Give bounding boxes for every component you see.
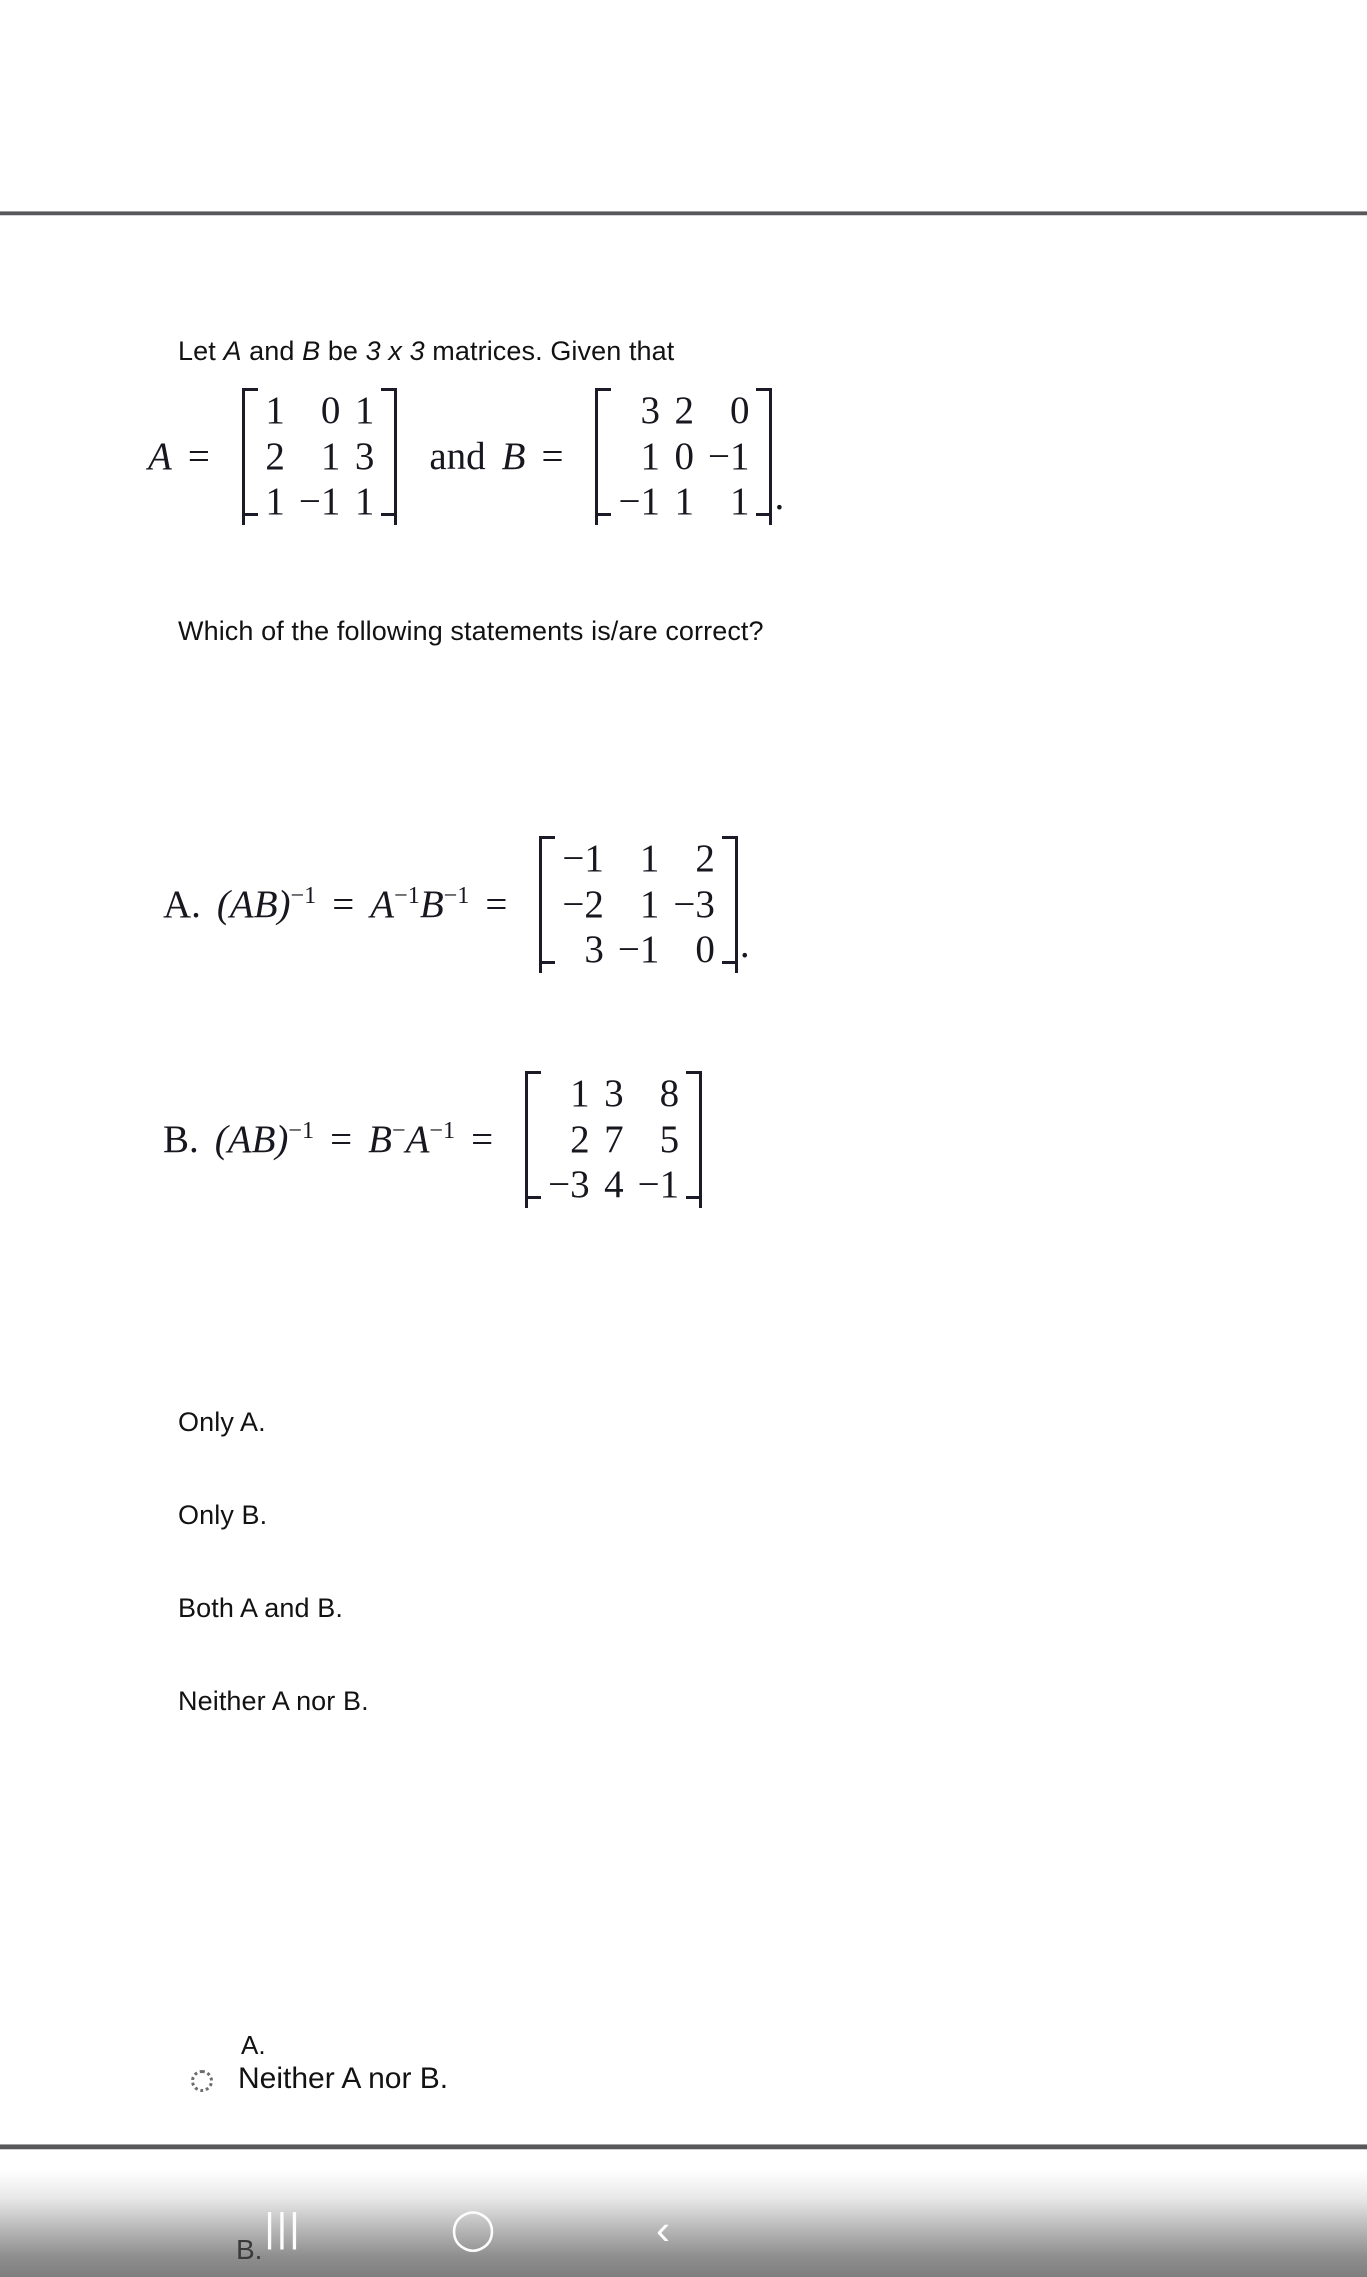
intro-text-1: Let	[178, 336, 224, 366]
cell: 1	[265, 389, 285, 432]
problem-intro	[178, 335, 674, 369]
intro-var-b: B	[302, 336, 321, 366]
cell: 0	[320, 389, 341, 432]
cell: 3	[640, 389, 660, 432]
cell: 1	[570, 1072, 590, 1115]
intro-dimension: 3 x 3	[365, 336, 425, 366]
matrix-b-equals: =	[541, 435, 564, 478]
option-neither-a-nor-b[interactable]: Neither A nor B.	[178, 1686, 369, 1716]
cell: 2	[265, 434, 285, 478]
cell: 3	[604, 1072, 624, 1115]
given-matrices-row	[148, 388, 784, 525]
matrix-a-right-bracket	[381, 388, 397, 525]
intro-text-2: and	[241, 336, 303, 366]
question-content-area	[0, 216, 1367, 2144]
cell: 0	[729, 389, 750, 432]
statement-b-matrix	[523, 1071, 704, 1208]
cell: 7	[604, 1117, 624, 1161]
statement-b-right-bracket	[686, 1071, 702, 1208]
cell: −1	[618, 480, 660, 524]
cell: 1	[639, 837, 660, 880]
cell: 8	[659, 1072, 680, 1115]
matrix-a-label: A	[148, 435, 172, 478]
matrix-a-cells	[258, 388, 382, 525]
cell: 1	[320, 434, 341, 478]
cell: 1	[640, 434, 660, 478]
question-prompt: Which of the following statements is/are correct?	[178, 616, 764, 646]
statement-a-left-bracket	[539, 836, 555, 973]
statement-a-prefix: A.	[163, 883, 201, 926]
cell: 1	[354, 389, 375, 432]
matrix-a	[240, 388, 400, 525]
statement-a-lhs: (AB)$^{-1}$	[216, 882, 317, 926]
statement-a-equals-1: =	[332, 883, 355, 926]
cell: −1	[707, 434, 750, 478]
selected-answer-label: Neither A nor B.	[238, 2062, 449, 2095]
back-icon[interactable]: ‹	[656, 2206, 670, 2253]
stray-text-fragment: B.	[236, 2234, 263, 2265]
cell: 2	[570, 1117, 590, 1161]
statement-a-cells	[555, 836, 722, 973]
home-icon[interactable]: ◯	[450, 2207, 496, 2251]
selected-answer-tag: A.	[241, 2030, 266, 2060]
cell: 0	[695, 928, 715, 972]
recents-icon[interactable]: |||	[264, 2206, 302, 2250]
cell: −1	[617, 928, 660, 972]
cell: 1	[674, 480, 694, 524]
cell: −1	[298, 480, 341, 524]
statement-a-row	[163, 836, 750, 973]
matrix-b	[593, 388, 774, 525]
cell: 4	[604, 1163, 624, 1207]
statement-b-left-bracket	[525, 1071, 541, 1208]
matrix-a-equals: =	[187, 435, 210, 478]
radio-button-icon[interactable]	[191, 2070, 213, 2092]
intro-var-a: A	[223, 336, 242, 366]
statement-b-equals-1: =	[330, 1118, 353, 1161]
statement-b-lhs: (AB)$^{-1}$	[214, 1117, 315, 1161]
matrix-b-right-bracket	[756, 388, 772, 525]
cell: 2	[695, 837, 715, 880]
option-only-b[interactable]: Only B.	[178, 1500, 268, 1530]
statement-b-row	[163, 1071, 704, 1208]
cell: 0	[674, 434, 694, 478]
matrix-b-cells	[611, 388, 756, 525]
statement-b-rhs: $B^-A^{-1}$	[368, 1117, 456, 1161]
cell: 3	[584, 928, 604, 972]
statement-b-equals-2: =	[471, 1118, 494, 1161]
cell: 1	[639, 882, 660, 926]
cell: 1	[729, 480, 750, 524]
option-only-a[interactable]: Only A.	[178, 1407, 266, 1437]
matrix-a-left-bracket	[242, 388, 258, 525]
matrix-b-label: B	[501, 435, 526, 478]
option-both-a-and-b[interactable]: Both A and B.	[178, 1593, 343, 1623]
cell: −3	[548, 1163, 590, 1207]
statement-a-equals-2: =	[485, 883, 508, 926]
statement-b-prefix: B.	[163, 1118, 199, 1161]
cell: 1	[354, 480, 375, 524]
cell: −2	[562, 882, 604, 926]
statement-b-cells	[541, 1071, 686, 1208]
statement-a-matrix	[537, 836, 740, 973]
cell: −1	[637, 1163, 680, 1207]
given-trailing-period: .	[774, 475, 785, 519]
matrix-b-left-bracket	[595, 388, 611, 525]
intro-text-3: be	[320, 336, 366, 366]
cell: 5	[659, 1117, 680, 1161]
cell: 2	[674, 389, 694, 432]
cell: 1	[265, 480, 285, 524]
cell: −1	[562, 837, 604, 880]
statement-a-rhs: $A^{-1}B^{-1}$	[370, 882, 470, 926]
intro-text-4: matrices. Given that	[424, 336, 675, 366]
statement-a-trailing-period: .	[739, 923, 750, 967]
statement-a-right-bracket	[722, 836, 738, 973]
system-navigation-bar	[0, 2150, 1367, 2277]
cell: −3	[673, 882, 715, 926]
conjunction-and: and	[429, 435, 486, 478]
cell: 3	[354, 434, 375, 478]
